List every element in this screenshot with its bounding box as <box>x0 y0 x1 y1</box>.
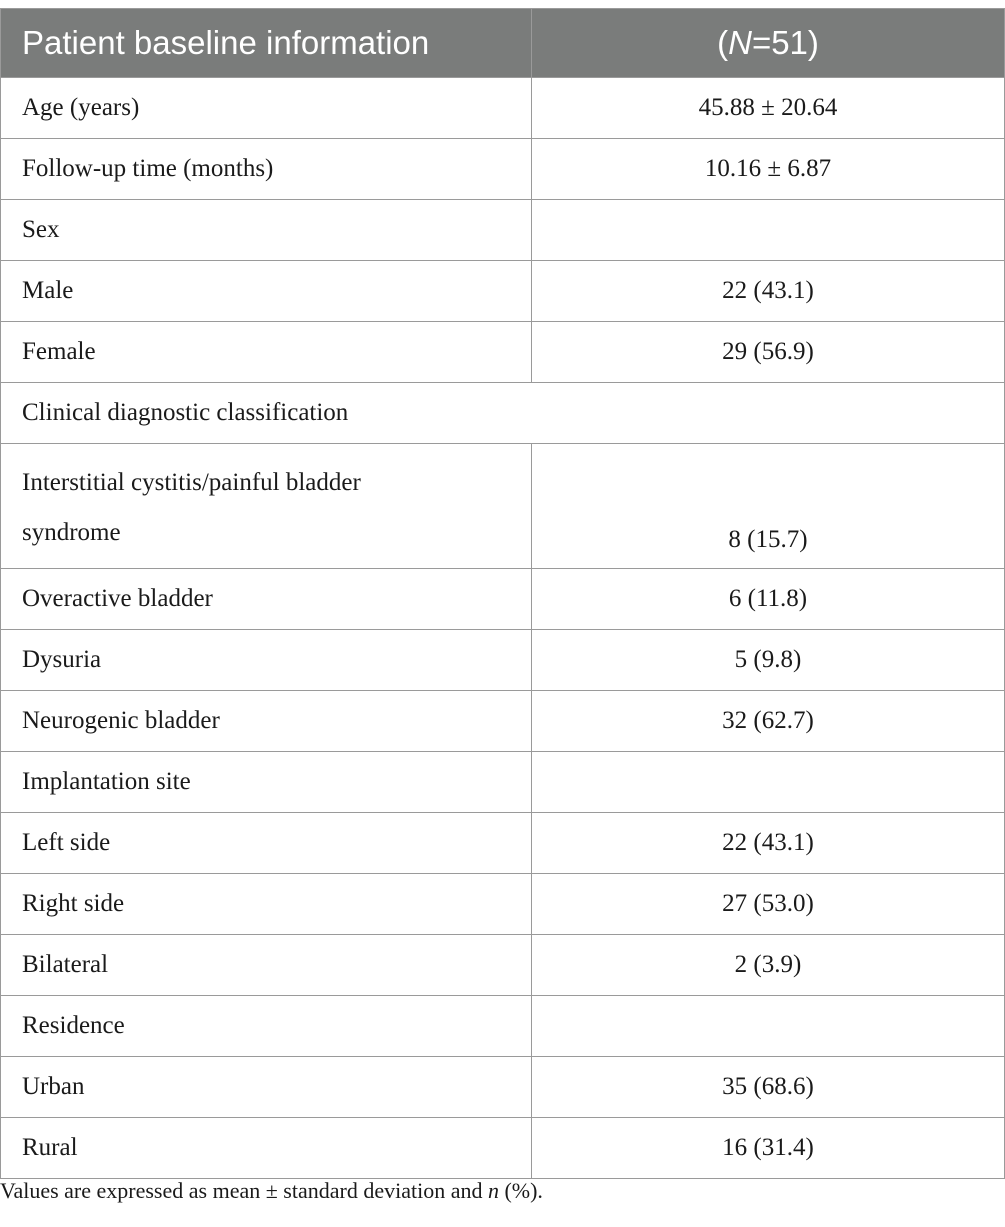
row-value <box>532 996 1005 1057</box>
table-section-row <box>1 383 1005 444</box>
row-label: Bilateral <box>1 935 532 996</box>
header-value-suffix: =51) <box>751 24 819 61</box>
table-row <box>1 200 1005 261</box>
header-value-prefix: ( <box>717 24 729 61</box>
row-label: Implantation site <box>1 752 532 813</box>
row-value <box>532 752 1005 813</box>
table-row <box>1 935 1005 996</box>
baseline-table <box>0 8 1005 1179</box>
table-row <box>1 752 1005 813</box>
row-label <box>1 444 532 569</box>
row-label: Neurogenic bladder <box>1 691 532 752</box>
table-row <box>1 261 1005 322</box>
baseline-table-container <box>0 8 1005 1179</box>
table-row <box>1 1118 1005 1179</box>
row-label-line2: syndrome <box>22 519 121 546</box>
row-label: Age (years) <box>1 78 532 139</box>
table-row <box>1 322 1005 383</box>
header-value <box>532 9 1005 78</box>
header-value-n: N <box>728 24 752 61</box>
row-value <box>532 200 1005 261</box>
row-label: Overactive bladder <box>1 569 532 630</box>
table-row <box>1 569 1005 630</box>
section-label: Clinical diagnostic classification <box>1 383 1005 444</box>
row-value: 6 (11.8) <box>532 569 1005 630</box>
row-value: 22 (43.1) <box>532 813 1005 874</box>
table-row <box>1 813 1005 874</box>
row-value: 27 (53.0) <box>532 874 1005 935</box>
row-label: Dysuria <box>1 630 532 691</box>
table-row <box>1 139 1005 200</box>
row-value: 22 (43.1) <box>532 261 1005 322</box>
footnote-after: (%). <box>498 1178 543 1203</box>
table-row <box>1 996 1005 1057</box>
row-label: Sex <box>1 200 532 261</box>
row-value: 32 (62.7) <box>532 691 1005 752</box>
table-header-row <box>1 9 1005 78</box>
row-label: Left side <box>1 813 532 874</box>
row-value: 29 (56.9) <box>532 322 1005 383</box>
row-label: Urban <box>1 1057 532 1118</box>
table-row <box>1 1057 1005 1118</box>
row-value: 10.16 ± 6.87 <box>532 139 1005 200</box>
row-label: Male <box>1 261 532 322</box>
row-label-line1: Interstitial cystitis/painful bladder <box>22 469 361 496</box>
footnote-italic: n <box>487 1178 499 1203</box>
row-value: 2 (3.9) <box>532 935 1005 996</box>
row-value: 35 (68.6) <box>532 1057 1005 1118</box>
row-value: 5 (9.8) <box>532 630 1005 691</box>
row-value: 8 (15.7) <box>532 444 1005 569</box>
table-row <box>1 874 1005 935</box>
table-row <box>1 444 1005 569</box>
row-label: Rural <box>1 1118 532 1179</box>
row-value: 45.88 ± 20.64 <box>532 78 1005 139</box>
row-label: Follow-up time (months) <box>1 139 532 200</box>
table-row <box>1 691 1005 752</box>
row-label: Right side <box>1 874 532 935</box>
row-value: 16 (31.4) <box>532 1118 1005 1179</box>
footnote-before: Values are expressed as mean ± standard deviation and <box>0 1178 488 1203</box>
table-row <box>1 630 1005 691</box>
table-footnote <box>0 1178 543 1204</box>
table-row <box>1 78 1005 139</box>
header-label: Patient baseline information <box>1 9 532 78</box>
row-label: Residence <box>1 996 532 1057</box>
row-label: Female <box>1 322 532 383</box>
